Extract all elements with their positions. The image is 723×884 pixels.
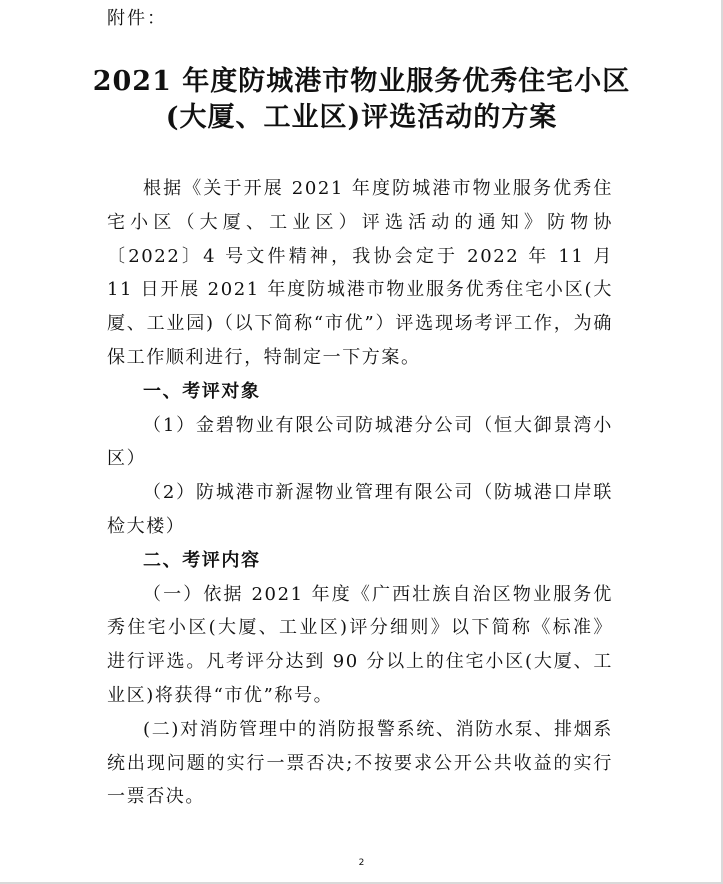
evaluation-target-item-1: （1）金碧物业有限公司防城港分公司（恒大御景湾小区） <box>107 414 613 470</box>
document-body <box>107 172 613 814</box>
attachment-label: 附件： <box>107 8 167 29</box>
intro-paragraph: 根据《关于开展 2021 年度防城港市物业服务优秀住宅小区（大厦、工业区）评选活动的通知》防物协〔2022〕4 号文件精神，我协会定于 2022 年 11 月 11 日开展 2021 年度防城港市物业服务优秀住宅小区(大厦、工业园)（以下简称“市优”）评选现场考评工作，为确保工作顺利进行，特制定一下方案。 <box>107 178 613 368</box>
evaluation-target-item-2: （2）防城港市新渥物业管理有限公司（防城港口岸联检大楼） <box>107 482 613 537</box>
page-number: 2 <box>358 858 365 868</box>
evaluation-content-item-2: (二)对消防管理中的消防报警系统、消防水泵、排烟系统出现问题的实行一票否决;不按要求公开公共收益的实行一票否决。 <box>107 718 613 808</box>
document-title-line-2: (大厦、工业区)评选活动的方案 <box>165 102 558 133</box>
document-title-line-1: 2021 年度防城港市物业服务优秀住宅小区 <box>92 66 631 97</box>
section-heading-evaluation-targets: 一、考评对象 <box>143 380 261 402</box>
section-heading-evaluation-content: 二、考评内容 <box>143 549 261 571</box>
evaluation-content-item-1: （一）依据 2021 年度《广西壮族自治区物业服务优秀住宅小区(大厦、工业区)评分细则》以下简称《标准》进行评选。凡考评分达到 90 分以上的住宅小区(大厦、工业区)将获得“市优”称号。 <box>107 583 613 706</box>
